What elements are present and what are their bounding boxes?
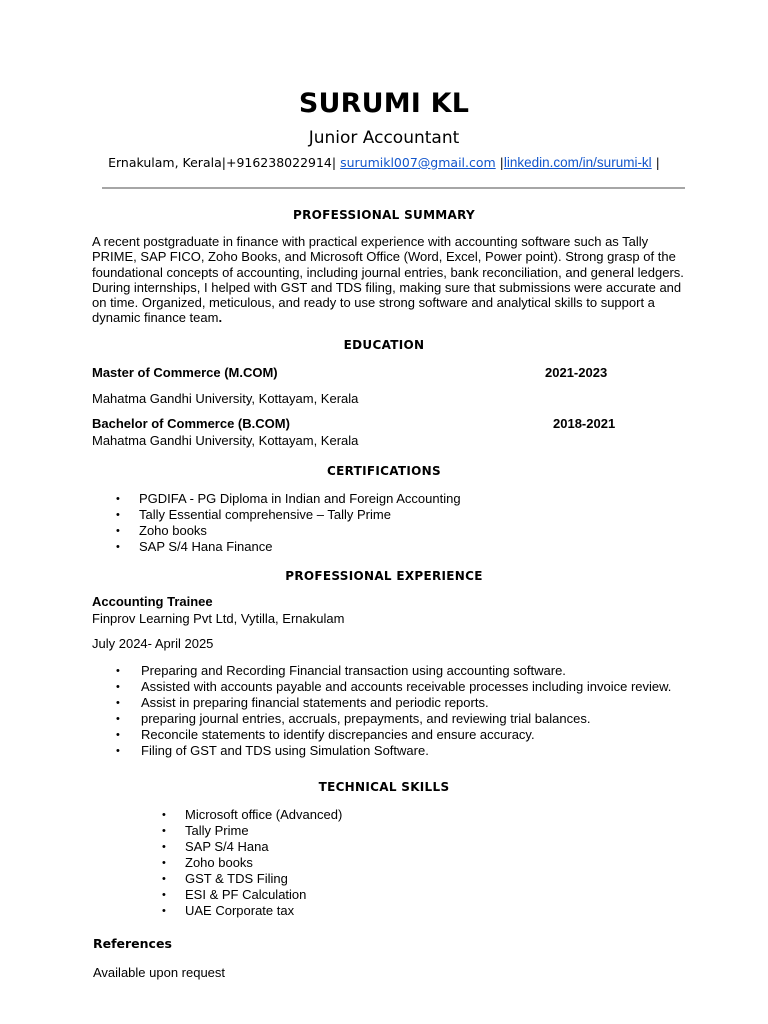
education-heading: EDUCATION [343,338,425,352]
certifications-heading: CERTIFICATIONS [327,464,441,478]
contact-line: Ernakulam, Kerala|+916238022914| surumikl007@gmail.com |linkedin.com/in/surumi-kl | [108,155,660,170]
list-item: • SAP S/4 Hana Finance [116,539,273,554]
experience-heading: PROFESSIONAL EXPERIENCE [285,569,483,583]
phone: +916238022914 [225,155,332,170]
list-item: • Tally Essential comprehensive – Tally Prime [116,507,391,522]
location: Ernakulam, Kerala [108,155,222,170]
list-item: • Microsoft office (Advanced) [162,807,343,822]
school-mcom: Mahatma Gandhi University, Kottayam, Kerala [92,391,359,406]
school-bcom: Mahatma Gandhi University, Kottayam, Kerala [92,433,359,448]
references-heading: References [93,936,172,951]
experience-company: Finprov Learning Pvt Ltd, Vytilla, Ernakulam [92,611,345,626]
list-item: • Zoho books [116,523,207,538]
list-item: • ESI & PF Calculation [162,887,307,902]
degree-bcom-years: 2018-2021 [553,416,616,431]
experience-list [92,663,671,759]
list-item: • Assist in preparing financial statements and periodic reports. [116,695,489,710]
list-item: • Assisted with accounts payable and accounts receivable processes including invoice review. [116,679,672,694]
degree-bcom: Bachelor of Commerce (B.COM) [92,416,290,431]
summary-heading: PROFESSIONAL SUMMARY [292,208,476,222]
job-title: Junior Accountant [308,128,460,148]
skills-list [160,807,342,919]
list-item: • Tally Prime [162,823,249,838]
list-item: • SAP S/4 Hana [162,839,269,854]
degree-mcom: Master of Commerce (M.COM) [92,365,278,380]
list-item: • UAE Corporate tax [162,903,295,918]
resume-name: SURUMI KL [298,88,470,119]
email-link[interactable]: surumikl007@gmail.com [340,155,496,170]
list-item: • GST & TDS Filing [162,871,288,886]
references-text: Available upon request [93,965,226,980]
list-item: • Preparing and Recording Financial transaction using accounting software. [116,663,566,678]
list-item: • Filing of GST and TDS using Simulation Software. [116,743,429,758]
list-item: • Reconcile statements to identify discrepancies and ensure accuracy. [116,727,535,742]
list-item: • Zoho books [162,855,253,870]
linkedin-link[interactable]: linkedin.com/in/surumi-kl [503,155,652,170]
list-item: • preparing journal entries, accruals, prepayments, and reviewing trial balances. [116,711,591,726]
list-item: • PGDIFA - PG Diploma in Indian and Foreign Accounting [116,491,461,506]
experience-dates: July 2024- April 2025 [92,636,214,651]
skills-heading: TECHNICAL SKILLS [318,780,450,794]
summary-text: A recent postgraduate in finance with practical experience with accounting software such as Tally PRIME, SAP FICO, Zoho Books, and Microsoft Office (Word, Excel, Power point). Strong grasp of the foundational concepts of accounting, including journal entries, bank reconciliation, and general ledgers. During internships, I helped with GST and TDS filing, making sure that submissions were accurate and on time. Organized, meticulous, and ready to use strong software and analytical skills to support a dynamic finance team. [92,234,684,326]
header-divider [102,187,685,189]
degree-mcom-years: 2021-2023 [545,365,608,380]
certifications-list [92,491,461,555]
experience-role: Accounting Trainee [92,594,213,609]
